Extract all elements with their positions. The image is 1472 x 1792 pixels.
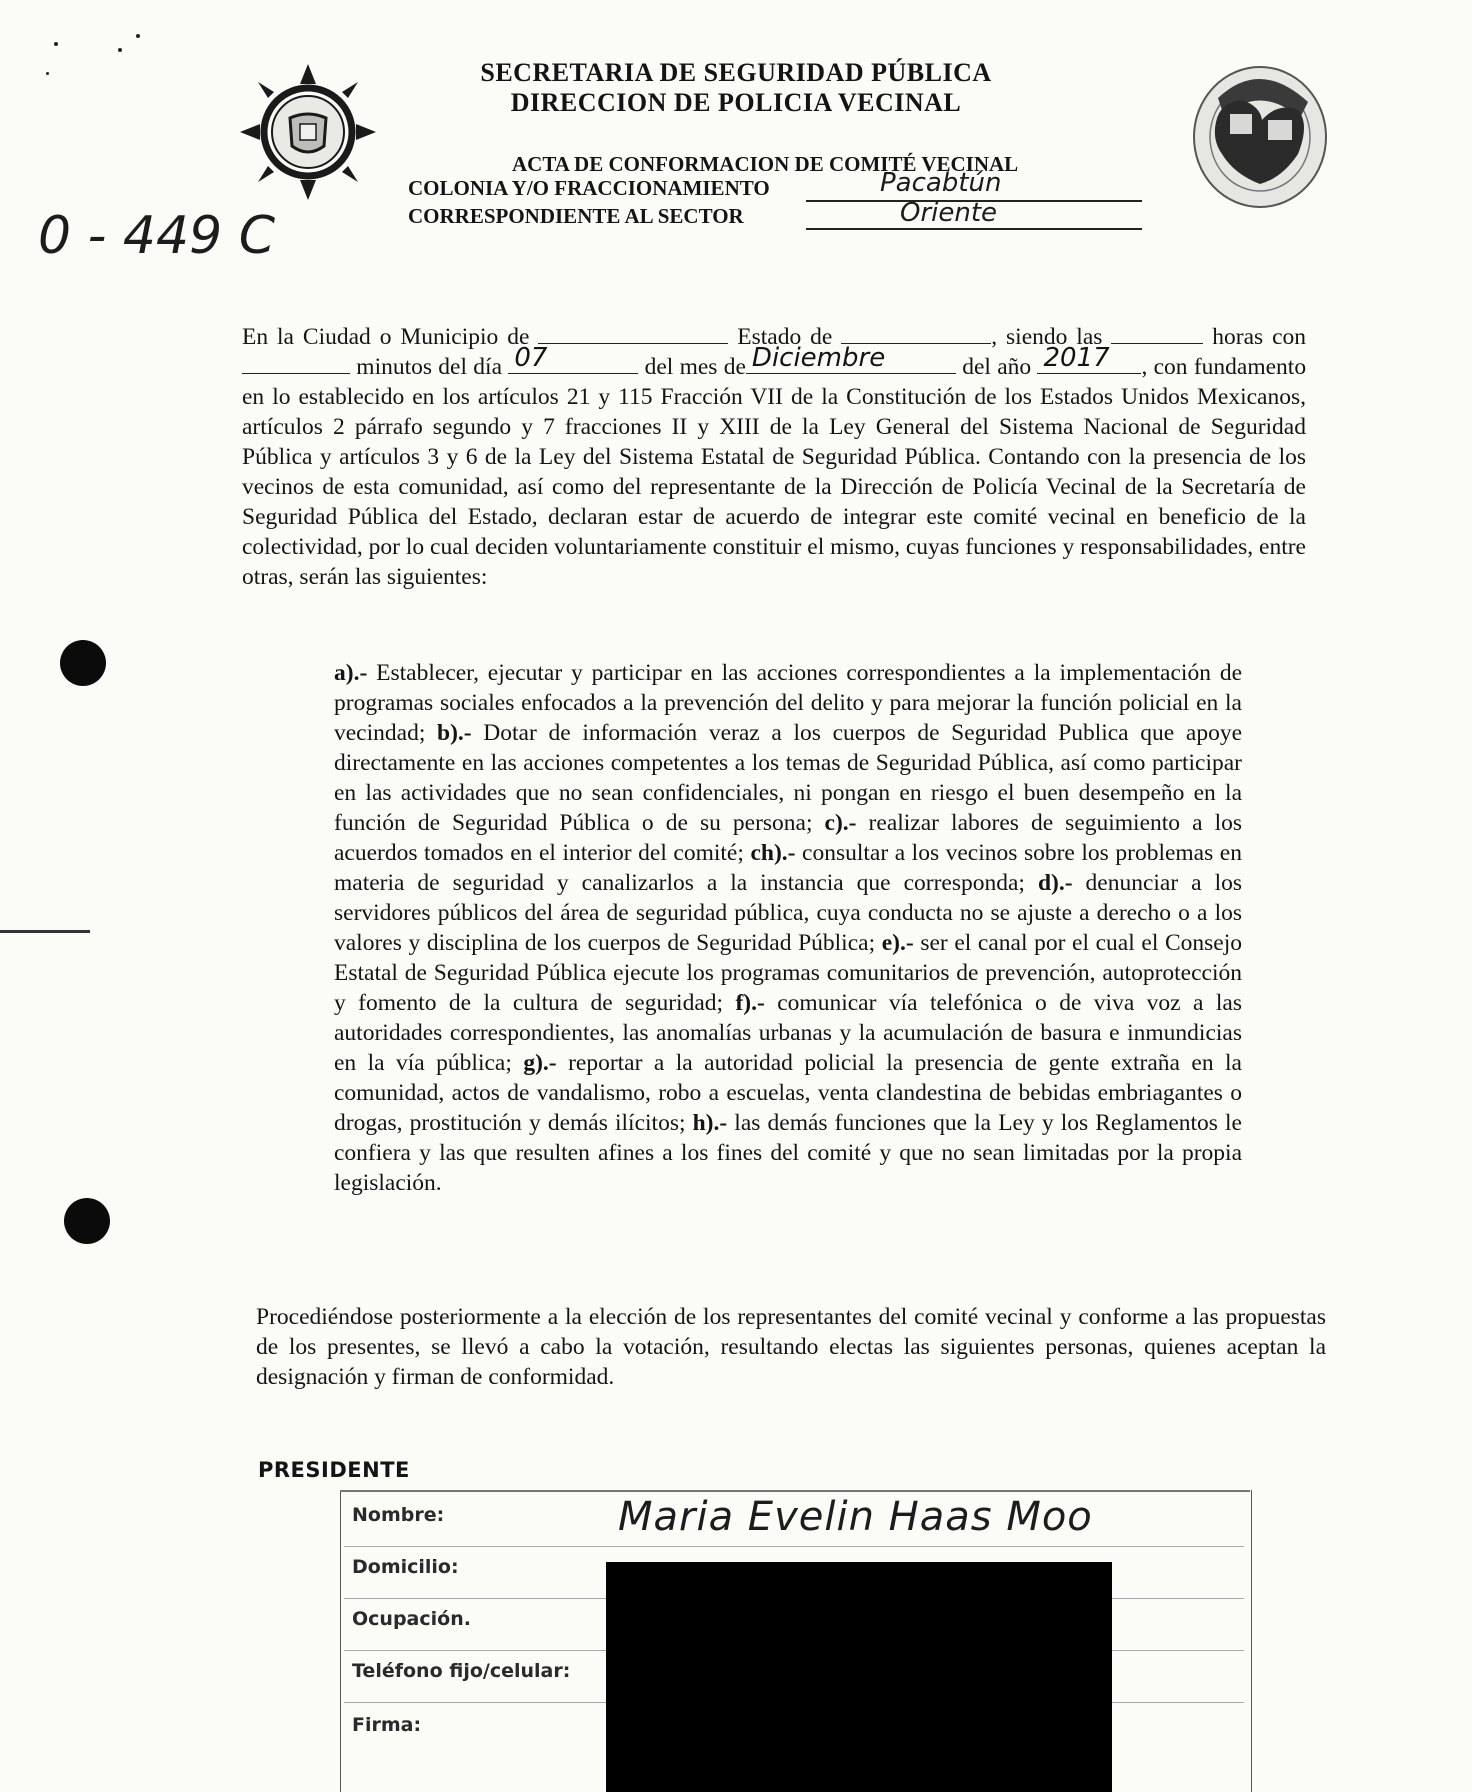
function-label: a).- bbox=[334, 660, 368, 686]
ocupacion-label: Ocupación. bbox=[352, 1608, 471, 1630]
president-name: Maria Evelin Haas Moo bbox=[618, 1494, 1093, 1540]
intro-paragraph: En la Ciudad o Municipio de Estado de , siendo las horas con minutos del día 07 del mes de Diciembre del año 2017 , con fundamento en lo establecido en los artículos 21 y 115 Fracción VII de la Constitución de los Estados Unidos Mexicanos, artículos 2 párrafo segundo y 7 fracciones II y XIII de la Ley General del Sistema Nacional de Seguridad Pública y artículos 3 y 6 de la Ley del Sistema Estatal de Seguridad Pública. Contando con la presencia de los vecinos de esta comunidad, así como del representante de la Dirección de Policía Vecinal de la Secretaría de Seguridad Pública del Estado, declaran estar de acuerdo de integrar este comité vecinal en beneficio de la colectividad, por lo cual deciden voluntariamente constituir el mismo, cuyas funciones y responsabilidades, entre otras, serán las siguientes: bbox=[242, 324, 1307, 590]
file-number: 0 - 449 C bbox=[38, 206, 275, 266]
header-direccion: DIRECCION DE POLICIA VECINAL bbox=[510, 88, 962, 117]
colonia-value: Pacabtún bbox=[880, 168, 1002, 198]
function-text: reportar a la autoridad policial la presencia de gente extraña en la comunidad, actos de vandalismo, robo a escuelas, venta clandestina de bebidas embriagantes o drogas, prostitución y demás ilícitos; bbox=[334, 1050, 1242, 1136]
function-label: ch).- bbox=[750, 840, 796, 866]
punch-hole bbox=[60, 640, 106, 686]
scan-speck bbox=[136, 34, 140, 38]
punch-hole bbox=[64, 1198, 110, 1244]
table-top-border bbox=[340, 1490, 1250, 1492]
day-blank bbox=[508, 343, 638, 374]
function-text: Establecer, ejecutar y participar en las acciones correspondientes a la implementación de programas sociales enfocados a la prevención del delito y para mejorar la función policial en la vecindad; bbox=[334, 660, 1242, 746]
day-value: 07 bbox=[514, 343, 548, 373]
month-blank bbox=[746, 343, 956, 374]
function-text: consultar a los vecinos sobre los problemas en materia de seguridad y canalizarlos a la instancia que corresponda; bbox=[334, 840, 1242, 896]
president-title: PRESIDENTE bbox=[258, 1458, 410, 1482]
year-value: 2017 bbox=[1043, 343, 1110, 373]
function-text: ser el canal por el cual el Consejo Estatal de Seguridad Pública ejecute los programas comunitarios de prevención, autoprotección y fomento de la cultura de seguridad; bbox=[334, 930, 1242, 1016]
function-text: realizar labores de seguimiento a los acuerdos tomados en el interior del comité; bbox=[334, 810, 1242, 866]
function-text: Dotar de información veraz a los cuerpos de Seguridad Publica que apoye directamente en las acciones competentes a los temas de Seguridad Pública, así como participar en las actividades que no sean confidenciales, ni pongan en riesgo el buen desempeño en la función de Seguridad Pública o de su persona; bbox=[334, 720, 1242, 836]
function-text: las demás funciones que la Ley y los Reglamentos le confiera y las que resulten afines a los fines del comité y que no sean limitadas por la propia legislación. bbox=[334, 1110, 1242, 1196]
function-label: b).- bbox=[437, 720, 472, 746]
sector-line bbox=[806, 228, 1142, 230]
row-divider bbox=[344, 1546, 1244, 1547]
scan-speck bbox=[118, 48, 122, 52]
sector-value: Oriente bbox=[900, 198, 998, 228]
year-blank bbox=[1037, 343, 1141, 374]
scan-speck bbox=[54, 42, 58, 46]
closing-paragraph: Procediéndose posteriormente a la elección de los representantes del comité vecinal y conforme a las propuestas de los presentes, se llevó a cabo la votación, resultando electas las siguientes personas, quienes aceptan la designación y firman de conformidad. bbox=[256, 1304, 1326, 1390]
function-label: c).- bbox=[824, 810, 857, 836]
function-text: denunciar a los servidores públicos del área de seguridad pública, cuya conducta no se ajuste a derecho o a los valores y disciplina de los cuerpos de Seguridad Pública; bbox=[334, 870, 1242, 956]
margin-mark bbox=[0, 930, 90, 933]
header-acta-title: ACTA DE CONFORMACION DE COMITÉ VECINAL bbox=[512, 152, 1019, 176]
firma-label: Firma: bbox=[352, 1714, 422, 1736]
function-text: comunicar vía telefónica o de viva voz a las autoridades correspondientes, las anomalías urbanas y la acumulación de basura e inmundicias en la vía pública; bbox=[334, 990, 1242, 1076]
city-blank bbox=[538, 325, 728, 344]
month-value: Diciembre bbox=[751, 343, 886, 373]
header-secretaria: SECRETARIA DE SEGURIDAD PÚBLICA bbox=[480, 58, 992, 87]
colonia-label: COLONIA Y/O FRACCIONAMIENTO bbox=[408, 176, 770, 200]
functions-paragraph bbox=[334, 658, 1242, 1198]
nombre-label: Nombre: bbox=[352, 1504, 445, 1526]
function-label: h).- bbox=[692, 1110, 728, 1136]
telefono-label: Teléfono fijo/celular: bbox=[352, 1660, 571, 1682]
state-blank bbox=[841, 325, 991, 344]
function-label: f).- bbox=[735, 990, 765, 1016]
function-label: e).- bbox=[881, 930, 914, 956]
redaction-block bbox=[606, 1562, 1112, 1792]
hours-blank bbox=[1111, 325, 1203, 344]
domicilio-label: Domicilio: bbox=[352, 1556, 459, 1578]
function-label: g).- bbox=[523, 1050, 557, 1076]
sector-label: CORRESPONDIENTE AL SECTOR bbox=[408, 204, 744, 228]
minutes-blank bbox=[242, 355, 350, 374]
function-label: d).- bbox=[1037, 870, 1073, 896]
